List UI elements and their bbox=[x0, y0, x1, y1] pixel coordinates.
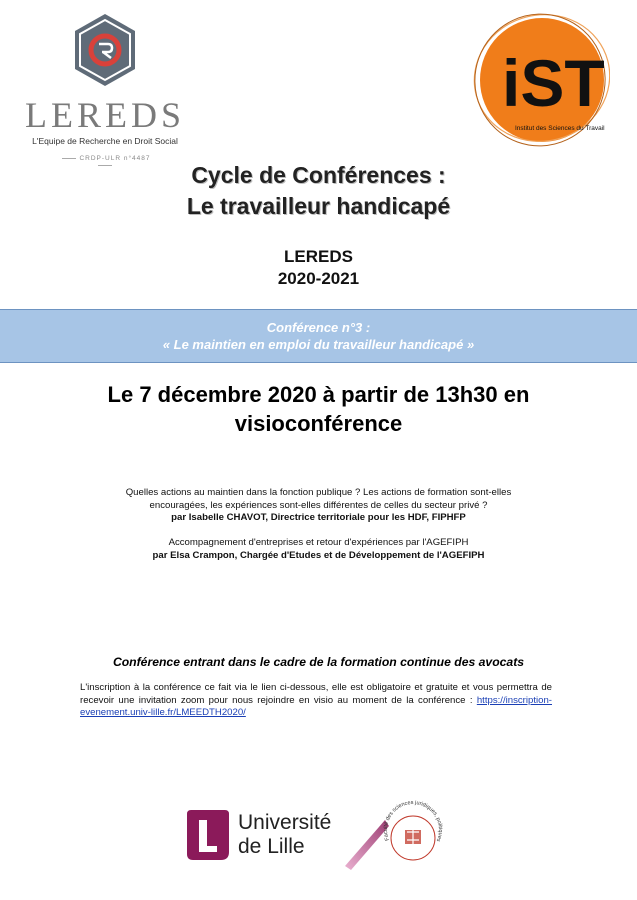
session-1-question-2: encouragées, les expériences sont-elles différentes de celles du secteur privé ? bbox=[149, 499, 488, 511]
universite-line2: de Lille bbox=[238, 835, 305, 858]
lereds-wordmark: LEREDS bbox=[24, 95, 185, 135]
title-line1: Cycle de Conférences : bbox=[191, 162, 446, 188]
organizer-name: LEREDS bbox=[284, 247, 353, 266]
inscription-link[interactable]: https://inscription-evenement.univ-lille.fr/LMEEDTH2020/ bbox=[80, 694, 552, 718]
session-2 bbox=[60, 537, 577, 562]
page-title bbox=[0, 160, 637, 222]
formation-note: Conférence entrant dans le cadre de la formation continue des avocats bbox=[112, 655, 525, 669]
date-line2: visioconférence bbox=[234, 411, 403, 436]
session-1-question-1: Quelles actions au maintien dans la fonction publique ? Les actions de formation sont-elles bbox=[125, 487, 512, 498]
lereds-subtitle: L'Equipe de Recherche en Droit Social bbox=[32, 136, 178, 146]
lereds-hexagon-icon bbox=[72, 12, 138, 88]
faculty-text: Faculté des sciences juridiques, politiques bbox=[382, 800, 444, 843]
conference-banner bbox=[0, 309, 637, 363]
faculty-seal-icon bbox=[345, 800, 455, 870]
inscription-text bbox=[80, 682, 552, 720]
date-line1: Le 7 décembre 2020 à partir de 13h30 en bbox=[107, 382, 530, 407]
session-1 bbox=[60, 487, 577, 525]
ist-circle-icon bbox=[470, 8, 610, 148]
universite-de-lille-name bbox=[238, 811, 331, 859]
session-1-speaker: par Isabelle CHAVOT, Directrice territoriale pour les HDF, FIPHFP bbox=[171, 512, 466, 523]
universite-de-lille-emblem-icon bbox=[185, 808, 231, 862]
session-2-question: Accompagnement d'entreprises et retour d'expériences par l'AGEFIPH bbox=[168, 537, 469, 548]
inscription-body: L'inscription à la conférence ce fait via le lien ci-dessous, elle est obligatoire et gratuite et vous permettra de recevoir une invitation zoom pour nous rejoindre en visio au moment de la conférence : bbox=[80, 682, 552, 706]
lereds-code: CRDP-ULR n°4487 bbox=[50, 155, 160, 169]
svg-text:Faculté des sciences juridique bbox=[345, 800, 443, 843]
event-date bbox=[0, 380, 637, 438]
ist-logo bbox=[470, 8, 610, 148]
faculty-seal bbox=[345, 800, 455, 870]
lereds-logo bbox=[10, 12, 200, 162]
organizer bbox=[0, 246, 637, 290]
conference-topic: « Le maintien en emploi du travailleur handicapé » bbox=[162, 337, 475, 352]
conference-number: Conférence n°3 : bbox=[266, 320, 371, 335]
ist-mark: iST bbox=[502, 46, 605, 120]
organizer-year: 2020-2021 bbox=[277, 269, 360, 288]
ist-text: Institut des Sciences du Travail bbox=[515, 125, 605, 132]
universite-line1: Université bbox=[238, 811, 332, 834]
title-line2: Le travailleur handicapé bbox=[186, 193, 451, 219]
session-2-speaker: par Elsa Crampon, Chargée d'Etudes et de Développement de l'AGEFIPH bbox=[152, 549, 485, 561]
